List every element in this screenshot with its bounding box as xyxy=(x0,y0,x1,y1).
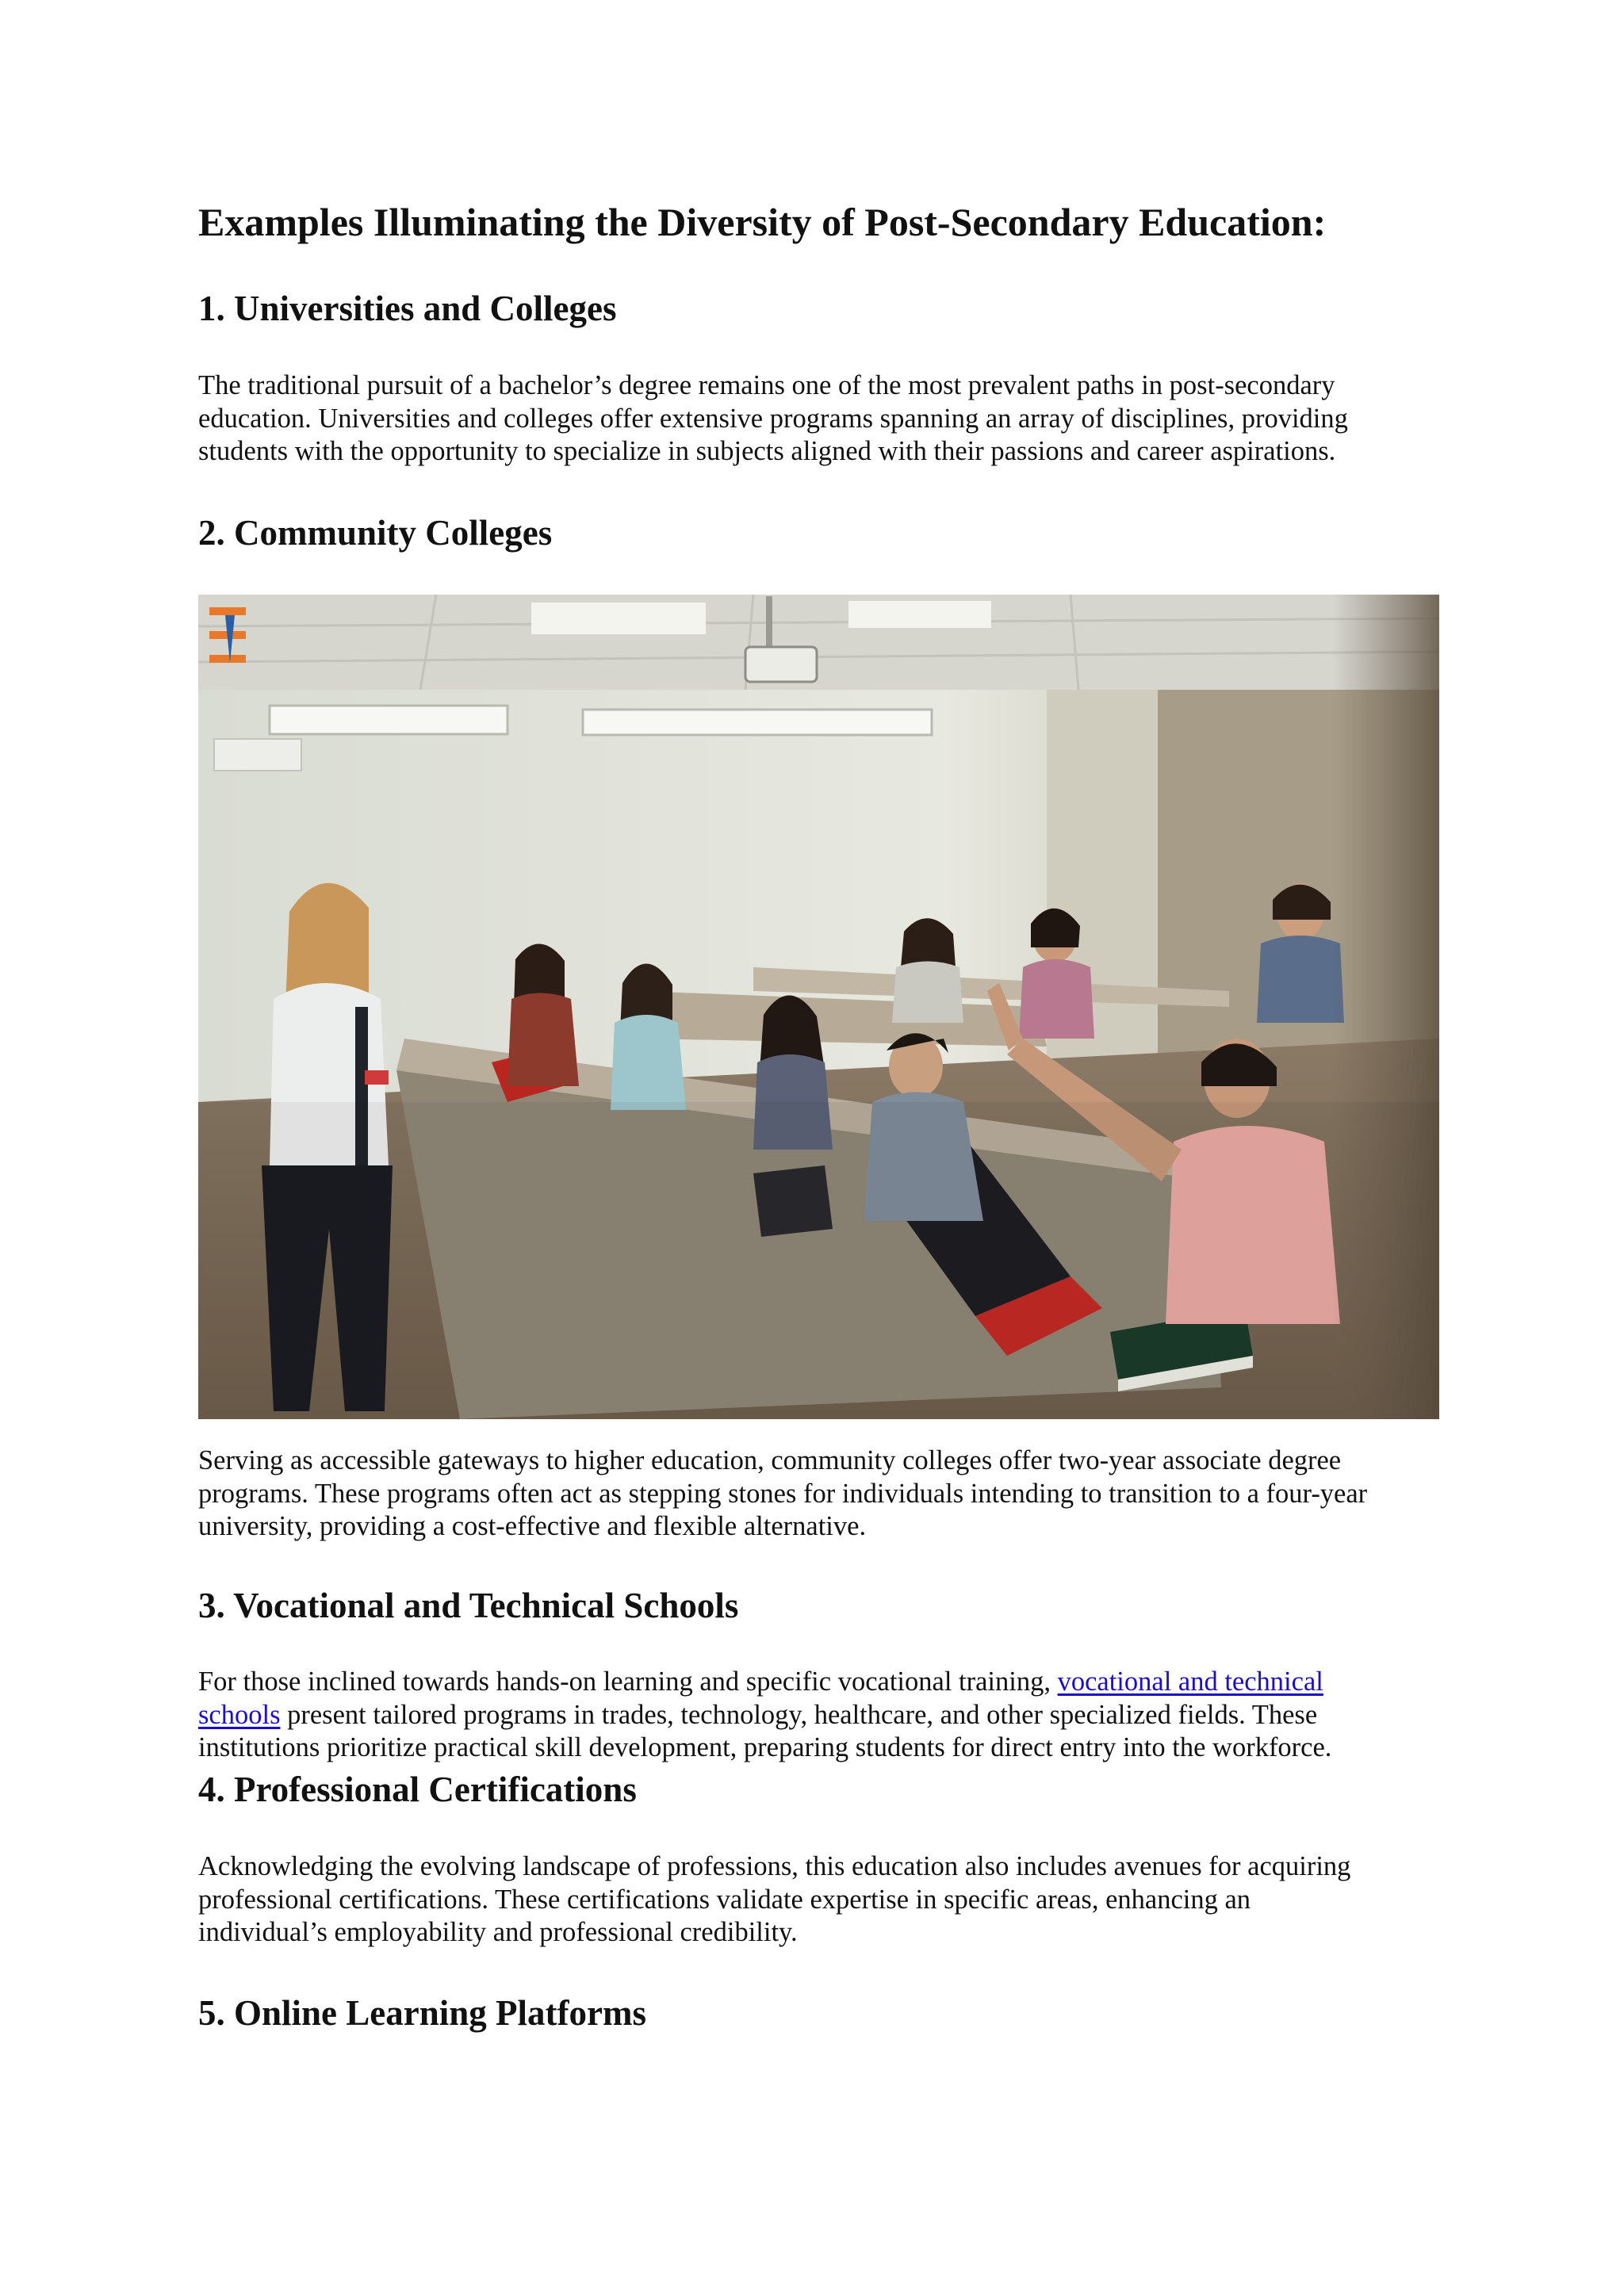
section-body-certifications xyxy=(198,1850,1439,1950)
classroom-photo-icon xyxy=(198,595,1439,1419)
vocational-schools-link-continued[interactable]: schools xyxy=(198,1699,281,1730)
section-heading-community-colleges: 2. Community Colleges xyxy=(198,513,553,553)
body-line: individual’s employability and professional credibility. xyxy=(198,1917,798,1947)
section-body-vocational xyxy=(198,1666,1439,1765)
section-heading-universities: 1. Universities and Colleges xyxy=(198,289,617,328)
body-line xyxy=(198,1666,1439,1699)
section-body-community-colleges xyxy=(198,1445,1439,1544)
body-text: For those inclined towards hands-on learning and specific vocational training, xyxy=(198,1667,1058,1697)
body-text: present tailored programs in trades, technology, healthcare, and other specialized fields. These xyxy=(280,1699,1318,1730)
body-line: university, providing a cost-effective and flexible alternative. xyxy=(198,1511,867,1541)
body-line: institutions prioritize practical skill development, preparing students for direct entry into the workforce. xyxy=(198,1732,1332,1762)
section-body-universities xyxy=(198,369,1439,469)
body-line: education. Universities and colleges offer extensive programs spanning an array of disciplines, providing xyxy=(198,403,1348,434)
body-line: The traditional pursuit of a bachelor’s degree remains one of the most prevalent paths in post-secondary xyxy=(198,370,1335,400)
body-line: Acknowledging the evolving landscape of professions, this education also includes avenues for acquiring xyxy=(198,1851,1351,1881)
logo-icon xyxy=(209,607,246,664)
section-heading-vocational: 3. Vocational and Technical Schools xyxy=(198,1586,739,1625)
body-line: professional certifications. These certifications validate expertise in specific areas, enhancing an xyxy=(198,1884,1251,1915)
body-line xyxy=(198,1699,1439,1732)
vocational-schools-link[interactable]: vocational and technical xyxy=(1057,1667,1323,1697)
section-heading-online-learning: 5. Online Learning Platforms xyxy=(198,1993,646,2033)
body-line: students with the opportunity to specialize in subjects aligned with their passions and career aspirations. xyxy=(198,436,1336,466)
body-line: Serving as accessible gateways to higher education, community colleges offer two-year associate degree xyxy=(198,1445,1342,1475)
section-heading-certifications: 4. Professional Certifications xyxy=(198,1770,637,1809)
page-title: Examples Illuminating the Diversity of Post-Secondary Education: xyxy=(198,200,1327,244)
body-line: programs. These programs often act as stepping stones for individuals intending to transition to a four-year xyxy=(198,1478,1368,1509)
